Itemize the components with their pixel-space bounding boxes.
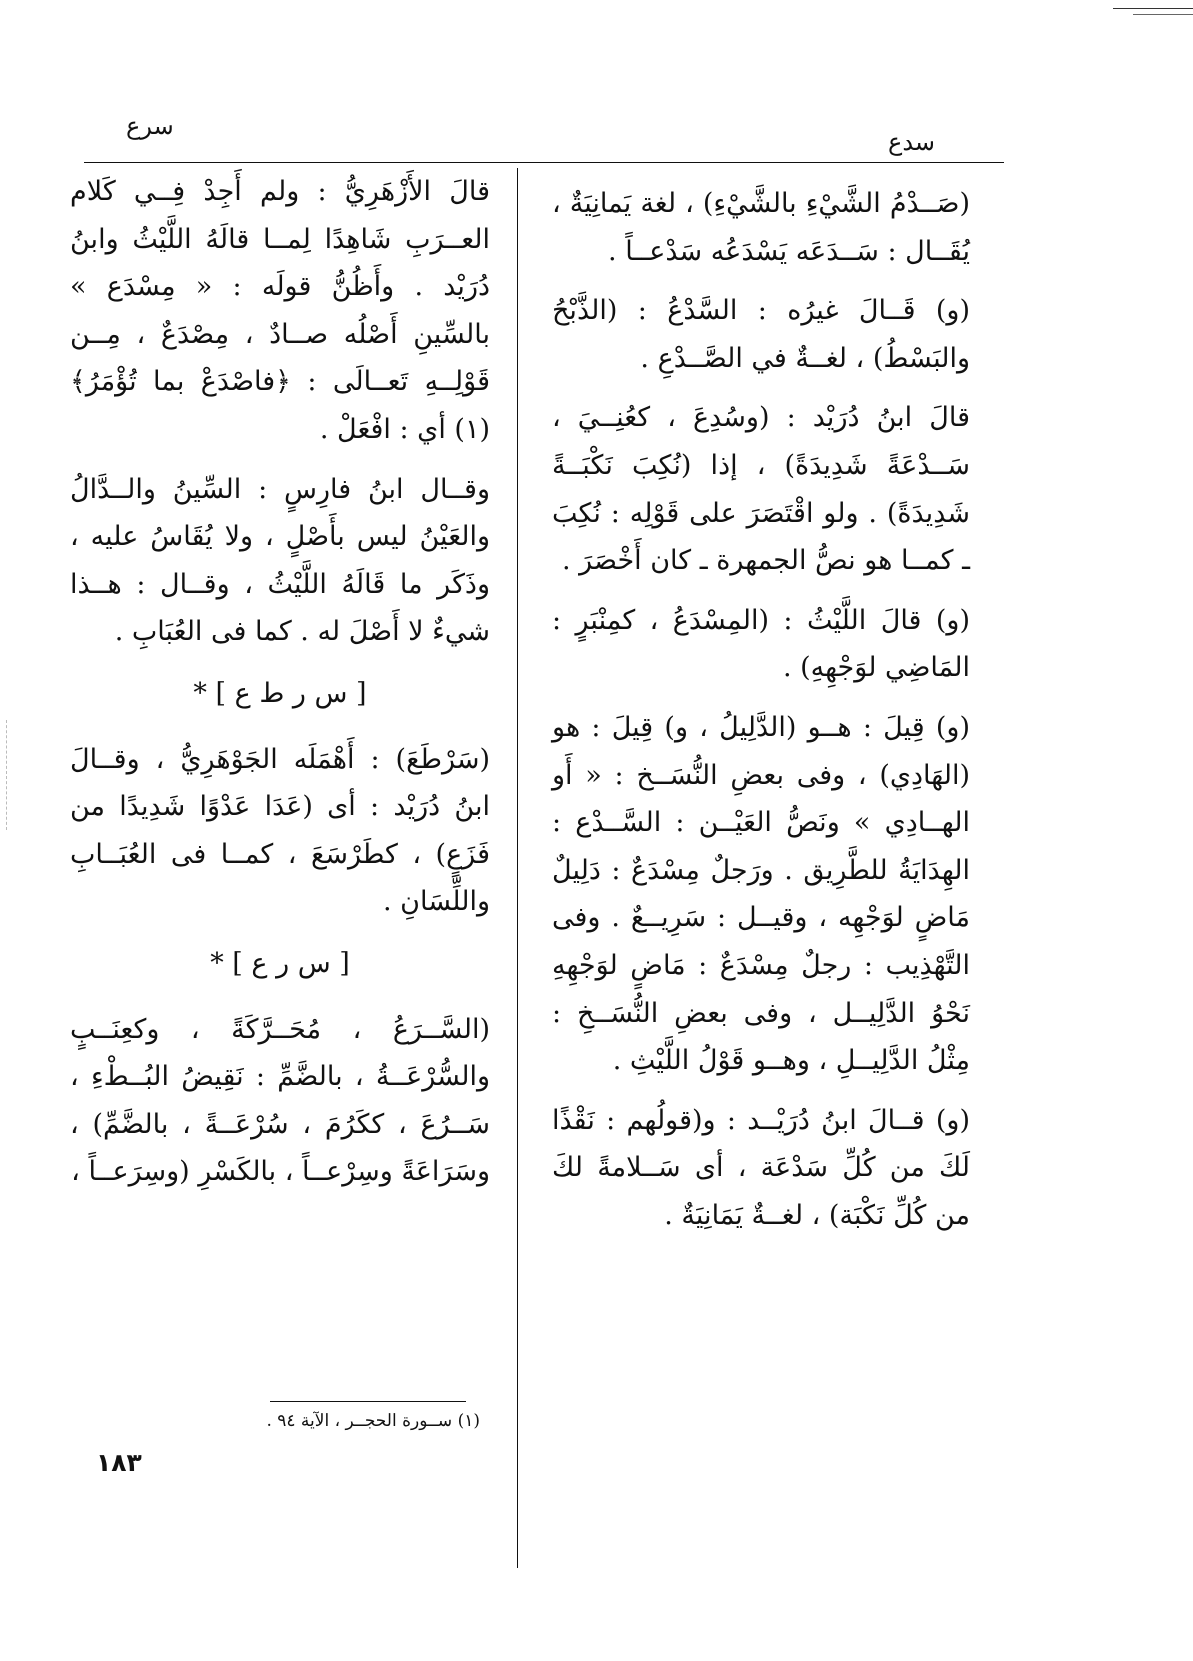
paragraph: (و) قَــالَ غيرُه : السَّدْعُ : (الذَّبْحُ والبَسْطُ) ، لغــةٌ في الصَّــدْعِ . bbox=[552, 295, 970, 374]
paragraph: (صَــدْمُ الشَّيْءِ بالشَّيْءِ) ، لغة يَمانِيَةٌ ، يُقَــال : سَــدَعَه يَسْدَعُه سَدْعــاً . bbox=[552, 188, 970, 267]
paragraph: قالَ الأَزْهَرِيُّ : ولم أَجِدْ فِــي كَلام العــرَبِ شَاهِدًا لِمــا قالَهُ اللَّيْثُ وابنُ دُرَيْد . وأَظُنُّ قولَه : « مِسْدَع » بالسِّينِ أَصْلُه صــادٌ ، مِصْدَعٌ ، مِــن قَوْلِــهِ تَعــالَى : ﴿فاصْدَعْ بما تُؤْمَرُ﴾ (١) أي : افْعَلْ . bbox=[70, 176, 490, 445]
entry-heading: [ س ر ع ] * bbox=[210, 947, 350, 979]
paragraph: (و) قــالَ ابنُ دُرَيْــد : و(قولُهم : نَقْذًا لَكَ من كُلِّ سَدْعَة ، أى سَــلامةً لكَ من كُلِّ نَكْبَة) ، لغــةٌ يَمَانِيَةٌ . bbox=[552, 1104, 970, 1231]
page-number: ١٨٣ bbox=[96, 1448, 142, 1477]
paragraph: وقــال ابنُ فارِسٍ : السِّينُ والــدَّالُ والعَيْنُ ليس بأَصْلٍ ، ولا يُقَاسُ عليه ، وذَكَر ما قَالَهُ اللَّيْثُ ، وقــال : هــذا شيءٌ لا أَصْلَ له . كما فى العُبَابِ . bbox=[70, 473, 490, 648]
left-column bbox=[70, 168, 490, 1208]
paragraph: (السَّــرَعُ ، مُحَــرَّكَةً ، وكعِنَــبٍ والسُّرْعَــةُ ، بالضَّمِّ : نَقِيضُ البُــطْءِ ، سَــرُعَ ، ككَرُمَ ، سُرْعَــةً ، بالضَّمِّ) ، وسَرَاعَةً وسِرْعــاً ، بالكَسْرِ (وسِرَعــاً ، bbox=[70, 1013, 490, 1188]
paragraph: (سَرْطَعَ) : أَهْمَلَه الجَوْهَرِيُّ ، وقــالَ ابنُ دُرَيْد : أى (عَدَا عَدْوًا شَدِيدًا من فَزَعٍ) ، كطَرْسَعَ ، كمــا فى العُبَــابِ واللِّسَانِ . bbox=[70, 743, 490, 918]
scan-mark bbox=[1133, 14, 1193, 15]
entry-heading: [ س ر ط ع ] * bbox=[193, 677, 367, 709]
paragraph: (و) قالَ اللَّيْثُ : (المِسْدَعُ ، كمِنْبَرٍ : المَاضِي لوَجْهِهِ) . bbox=[552, 604, 970, 684]
scan-mark bbox=[1113, 8, 1193, 9]
footnote: (١) ســورة الحجــر ، الآية ٩٤ . bbox=[266, 1411, 480, 1431]
scan-edge bbox=[6, 720, 7, 830]
running-head-right: سدع bbox=[888, 128, 936, 156]
footnote-rule bbox=[270, 1401, 466, 1402]
right-column bbox=[552, 180, 970, 1251]
paragraph: (و) قِيلَ : هــو (الدَّلِيلُ ، و) قِيلَ : هو (الهَادِي) ، وفى بعضِ النُّسَــخ : « أَو الهــادِي » ونَصُّ العَيْــن : السَّــدْع : الهِدَايَةُ للطَّرِيق . ورَجلٌ مِسْدَعٌ : دَلِيلٌ مَاضٍ لوَجْهِه ، وقيــل : سَرِيــعٌ . وفى التَّهْذِيب : رجلٌ مِسْدَعٌ : مَاضٍ لوَجْهِهِ نَحْوُ الدَّلِيــل ، وفى بعضِ النُّسَــخِ : مِثْلُ الدَّلِيــلِ ، وهــو قَوْلُ اللَّيْثِ . bbox=[552, 711, 971, 1077]
column-divider bbox=[517, 168, 518, 1568]
paragraph: قالَ ابنُ دُرَيْد : (وسُدِعَ ، كعُنِــيَ ، سَــدْعَةً شَدِيدَةً) ، إذا (نُكِبَ نَكْبَــةً شَدِيدَةً) . ولو اقْتَصَرَ على قَوْلِه : نُكِبَ ـ كمــا هو نصُّ الجمهرة ـ كان أَخْصَرَ . bbox=[552, 402, 970, 577]
header-rule bbox=[84, 162, 1004, 163]
running-head-left: سرع bbox=[126, 112, 174, 140]
